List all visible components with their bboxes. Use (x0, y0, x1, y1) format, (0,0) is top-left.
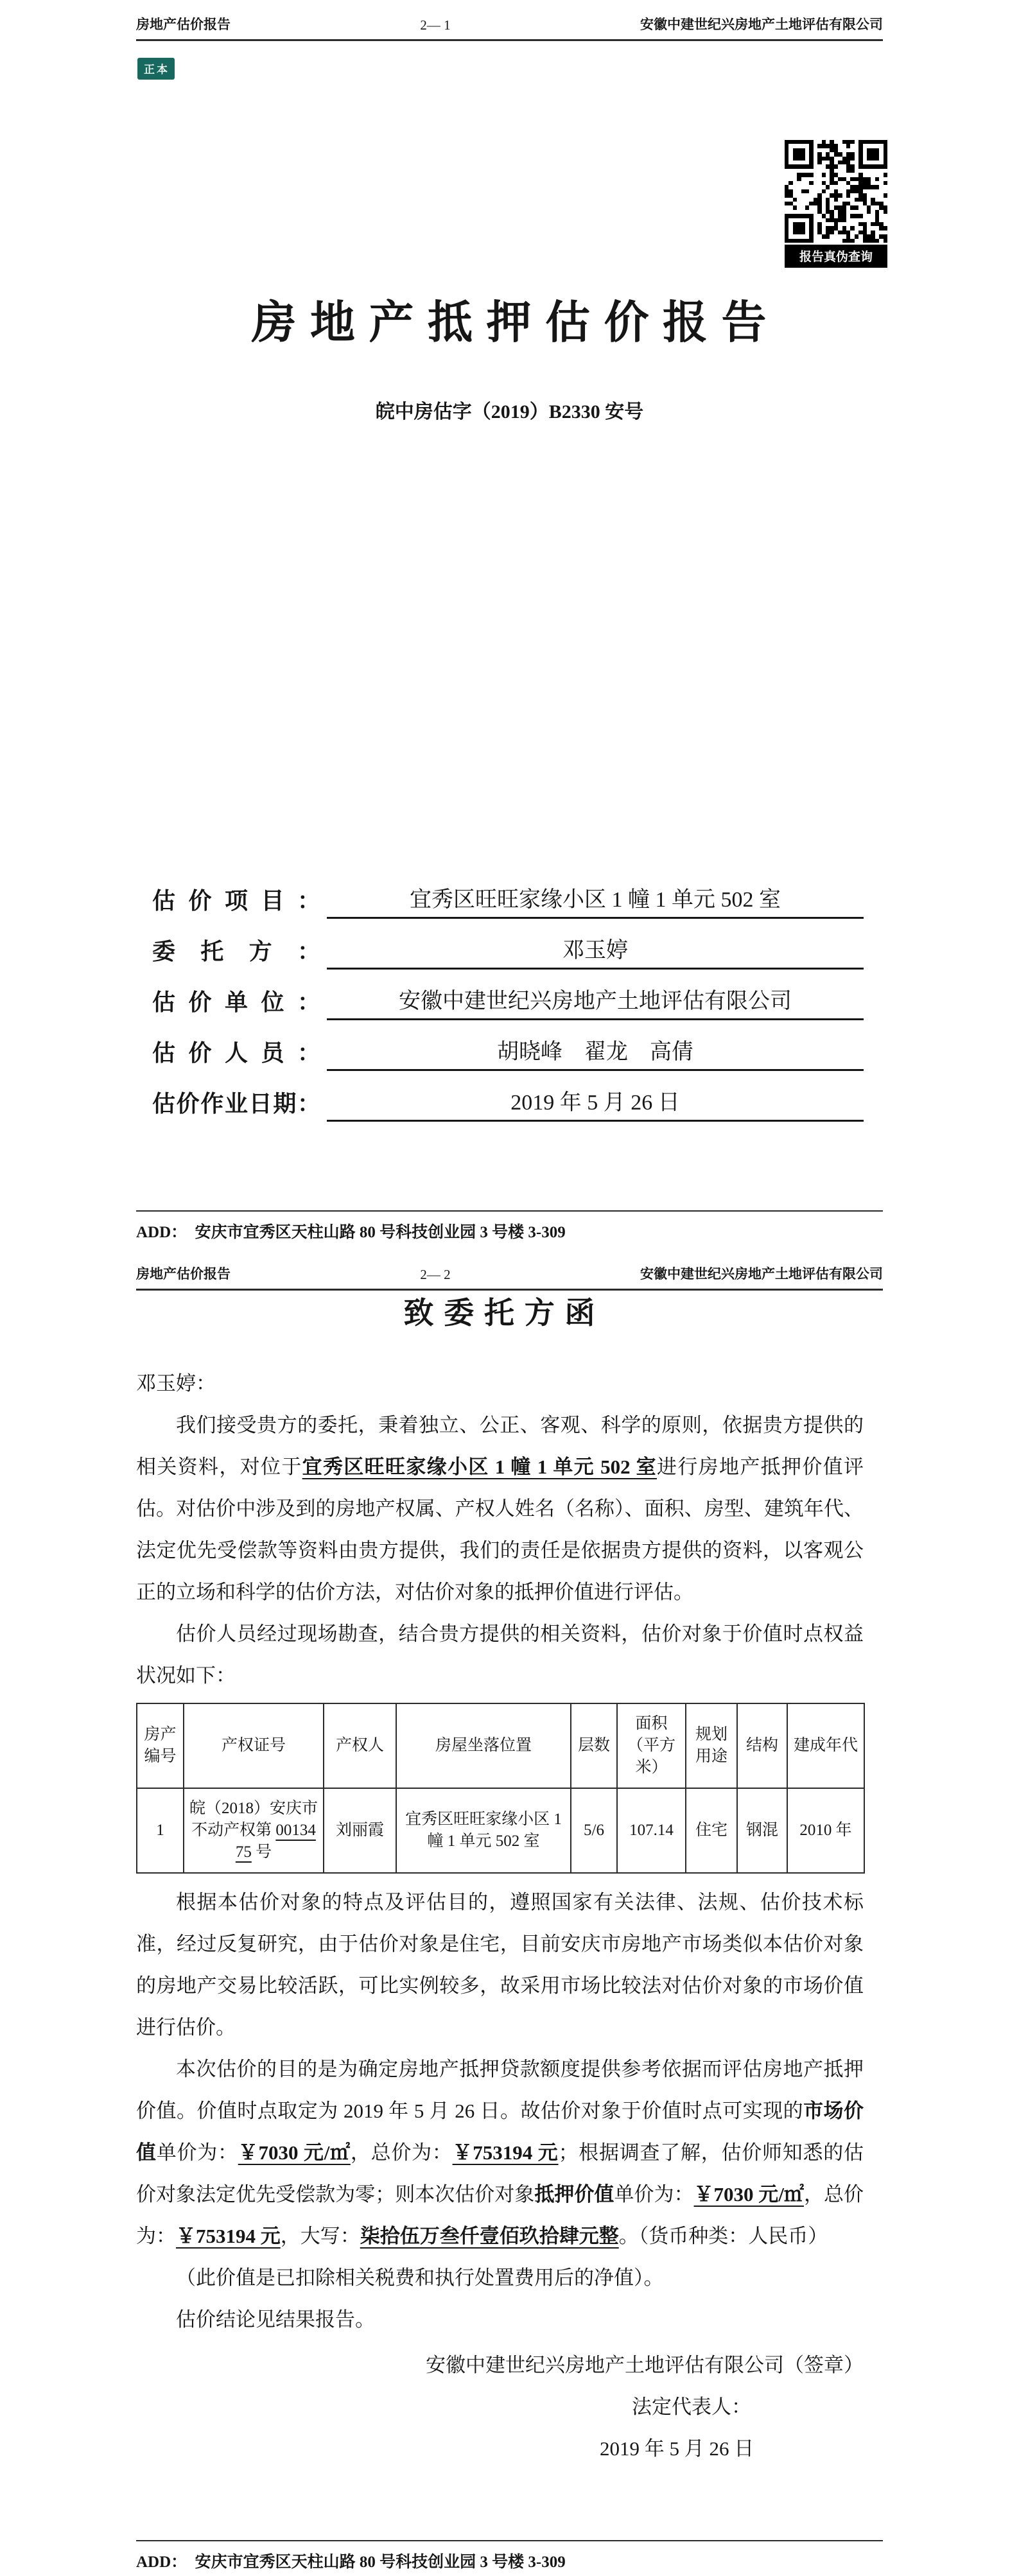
page2-header (136, 1264, 883, 1291)
text-segment: 估价结论见结果报告。 (176, 2308, 375, 2331)
text-segment: 2010 年 (799, 1822, 852, 1839)
page2-header-company: 安徽中建世纪兴房地产土地评估有限公司 (640, 1266, 883, 1282)
property-rights-table (136, 1703, 865, 1874)
table-header-row (137, 1703, 864, 1788)
table-header-cell: 面积（平方米） (617, 1703, 686, 1788)
table-cell (324, 1788, 396, 1873)
letter-title: 致 委 托 方 函 (403, 1297, 597, 1330)
cover-field-row (152, 868, 864, 919)
page1-footer (136, 1210, 883, 1242)
table-header-cell: 规划用途 (686, 1703, 737, 1788)
cover-field-row (152, 970, 864, 1020)
table-cell (571, 1788, 617, 1873)
text-segment: （此价值是已扣除相关税费和执行处置费用后的净值）。 (176, 2267, 664, 2289)
letter-salutation: 邓玉婷： (136, 1372, 216, 1395)
table-cell (396, 1788, 571, 1873)
cover-field-label: 估价项目： (152, 888, 320, 914)
text-segment: 。（货币种类：人民币） (618, 2225, 828, 2247)
text-segment: 皖（2018）安庆市不动产权第 (189, 1800, 318, 1839)
table-header-cell: 层数 (571, 1703, 617, 1788)
text-segment: 5/6 (584, 1822, 604, 1839)
body-paragraph (136, 2257, 864, 2299)
cover-field-value: 2019 年 5 月 26 日 (327, 1084, 864, 1122)
cover-field-value: 邓玉婷 (327, 932, 864, 970)
text-segment: ￥753194 元 (176, 2225, 281, 2247)
qr-block (785, 140, 887, 268)
page2-header-title: 房地产估价报告 (136, 1266, 231, 1282)
report-title: 房 地 产 抵 押 估 价 报 告 (251, 299, 768, 348)
text-segment: ￥7030 元/㎡ (693, 2183, 804, 2206)
text-segment: ；根据调查了解，估价师知悉的估价对象法定优先受偿款为零；则本次估价对象 (136, 2141, 864, 2206)
text-segment: 宜秀区旺旺家缘小区 1 幢 1 单元 502 室 (302, 1456, 658, 1478)
cover-field-label: 委托方： (152, 939, 320, 964)
body-paragraph (136, 2299, 864, 2340)
table-header-cell: 产权证号 (184, 1703, 324, 1788)
cover-field-row (152, 1071, 864, 1122)
document-number: 皖中房估字（2019）B2330 安号 (375, 401, 644, 422)
text-segment: 号 (251, 1843, 272, 1861)
body-paragraph (136, 1881, 864, 2048)
text-segment: 刘丽霞 (335, 1822, 384, 1839)
table-header-cell: 建成年代 (787, 1703, 864, 1788)
text-segment: 单价为： (156, 2141, 238, 2164)
cover-field-row (152, 1020, 864, 1071)
page1-header-title: 房地产估价报告 (136, 17, 231, 32)
text-segment: 柒拾伍万叁仟壹佰玖拾肆元整 (360, 2225, 619, 2247)
cover-field-label: 估价人员： (152, 1040, 320, 1066)
letter-body (136, 1294, 864, 2469)
cover-field-label: 估价单位： (152, 989, 320, 1015)
paragraphs-after-table (136, 1881, 864, 2340)
text-segment: 宜秀区旺旺家缘小区 1 幢 1 单元 502 室 (405, 1811, 562, 1850)
table-data-row (137, 1788, 864, 1873)
page1-header (136, 14, 883, 41)
cover-field-value: 宜秀区旺旺家缘小区 1 幢 1 单元 502 室 (327, 882, 864, 919)
cover-field-label: 估价作业日期： (152, 1091, 320, 1117)
page2-page-number: 2— 2 (420, 1267, 451, 1282)
signature-date: 2019 年 5 月 26 日 (600, 2437, 754, 2460)
page2-footer (136, 2540, 883, 2572)
page1-header-company: 安徽中建世纪兴房地产土地评估有限公司 (640, 17, 883, 32)
text-segment: 抵押价值 (534, 2183, 614, 2206)
table-header-cell: 结构 (737, 1703, 787, 1788)
table-header-cell: 房产编号 (137, 1703, 184, 1788)
table-cell (137, 1788, 184, 1873)
text-segment: ，总价为： (350, 2141, 453, 2164)
text-segment: 我们接受贵方的委托，秉着独立、公正、客观、科学的原则，依据贵方提供的相关资料，对位于 (136, 1414, 864, 1478)
paragraphs-before-table (136, 1404, 864, 1696)
text-segment: 市场价值 (136, 2100, 864, 2164)
table-header-cell: 产权人 (324, 1703, 396, 1788)
page1-footer-address: ADD： 安庆市宜秀区天柱山路 80 号科技创业园 3 号楼 3-309 (136, 1224, 566, 1241)
text-segment: 本次估价的目的是为确定房地产抵押贷款额度提供参考依据而评估房地产抵押价值。价值时点取定为 2019 年 5 月 26 日。故估价对象于价值时点可实现的 (136, 2058, 864, 2122)
body-paragraph (136, 1404, 864, 1613)
text-segment: ，总价为： (136, 2183, 864, 2247)
text-segment: ￥753194 元 (452, 2141, 559, 2164)
text-segment: 1 (156, 1822, 164, 1839)
qr-caption: 报告真伪查询 (785, 245, 887, 268)
page1-page-number: 2— 1 (420, 17, 451, 33)
signature-company: 安徽中建世纪兴房地产土地评估有限公司（签章） (426, 2354, 864, 2376)
text-segment: ，大写： (280, 2225, 360, 2247)
text-segment: 估价人员经过现场勘查，结合贵方提供的相关资料，估价对象于价值时点权益状况如下： (136, 1623, 864, 1687)
text-segment: 进行房地产抵押价值评估。对估价中涉及到的房地产权属、产权人姓名（名称）、面积、房型、建筑年代、法定优先受偿款等资料由贵方提供，我们的责任是依据贵方提供的资料，以客观公正的立场和科学的估价方法，对估价对象的抵押价值进行评估。 (136, 1456, 864, 1603)
table-header-cell: 房屋坐落位置 (396, 1703, 571, 1788)
text-segment: 0013475 (235, 1822, 316, 1861)
cover-field-value: 安徽中建世纪兴房地产土地评估有限公司 (327, 983, 864, 1020)
table-cell (686, 1788, 737, 1873)
cover-field-row (152, 919, 864, 970)
text-segment: 单价为： (614, 2183, 694, 2206)
table-cell (737, 1788, 787, 1873)
qr-code-icon (785, 140, 887, 243)
body-paragraph (136, 2048, 864, 2257)
body-paragraph (136, 1613, 864, 1696)
table-cell (787, 1788, 864, 1873)
signature-legal-rep: 法定代表人： (632, 2396, 751, 2418)
text-segment: 钢混 (745, 1822, 778, 1839)
security-badge: 正本 (137, 58, 175, 80)
cover-field-value: 胡晓峰 翟龙 高倩 (327, 1034, 864, 1071)
text-segment: 107.14 (629, 1822, 674, 1839)
table-cell (617, 1788, 686, 1873)
text-segment: 根据本估价对象的特点及评估目的，遵照国家有关法律、法规、估价技术标准，经过反复研究，由于估价对象是住宅，目前安庆市房地产市场类似本估价对象的房地产交易比较活跃，可比实例较多，故采用市场比较法对估价对象的市场价值进行估价。 (136, 1891, 864, 2039)
page2-footer-address: ADD： 安庆市宜秀区天柱山路 80 号科技创业园 3 号楼 3-309 (136, 2554, 566, 2571)
text-segment: 住宅 (695, 1822, 727, 1839)
text-segment: ￥7030 元/㎡ (238, 2141, 351, 2164)
table-cell (184, 1788, 324, 1873)
cover-fields (152, 868, 864, 1122)
